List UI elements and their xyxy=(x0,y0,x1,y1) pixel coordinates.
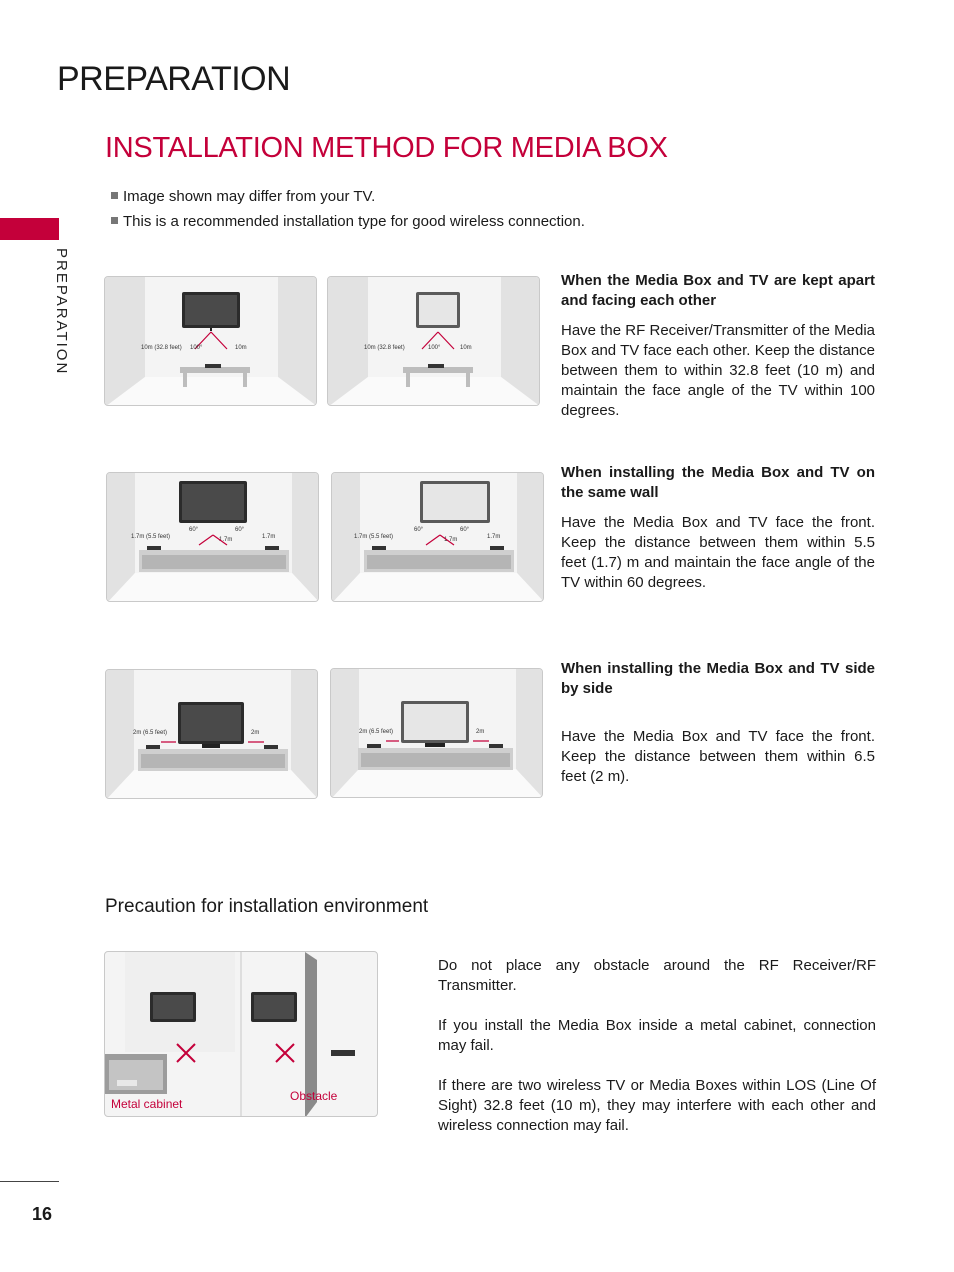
page-header-title: PREPARATION xyxy=(57,60,291,98)
svg-text:1.7m (5.5 feet): 1.7m (5.5 feet) xyxy=(131,534,171,540)
illustration-same-wall-angled xyxy=(331,472,544,602)
media-box-icon xyxy=(146,745,160,749)
illustration-side-by-side-front xyxy=(105,669,318,799)
method-heading: When installing the Media Box and TV on the same wall xyxy=(561,464,875,501)
illustration-side-by-side-angled xyxy=(330,668,543,798)
precaution-paragraph: If you install the Media Box inside a metal cabinet, connection may fail. xyxy=(438,1017,876,1054)
svg-text:10m: 10m xyxy=(235,345,247,351)
svg-text:1.7m: 1.7m xyxy=(487,534,501,540)
square-bullet-icon xyxy=(111,217,118,224)
svg-text:2m (6.5 feet): 2m (6.5 feet) xyxy=(359,729,394,735)
media-box-icon xyxy=(331,1050,355,1056)
method-body: Have the Media Box and TV face the front. Keep the distance between them within 6.5 feet (2 m). xyxy=(561,728,875,785)
precaution-text xyxy=(438,956,876,1156)
svg-text:100°: 100° xyxy=(190,345,203,351)
illustration-facing-tv-angled xyxy=(327,276,540,406)
note-item: This is a recommended installation type for good wireless connection. xyxy=(111,209,585,234)
method-heading: When the Media Box and TV are kept apart and facing each other xyxy=(561,272,875,309)
side-tab-marker xyxy=(0,218,59,240)
media-box-icon xyxy=(367,744,381,748)
page-number: 16 xyxy=(32,1204,53,1224)
method-body: Have the Media Box and TV face the front. Keep the distance between them within 5.5 feet (1.7) m and maintain the face angle of the TV within 60 degrees. xyxy=(561,514,875,591)
media-box-icon xyxy=(372,546,386,550)
cross-icon xyxy=(276,1044,294,1062)
svg-text:60°: 60° xyxy=(414,527,424,533)
obstacle-label: Obstacle xyxy=(290,1089,338,1103)
illustration-same-wall-front xyxy=(106,472,319,602)
precaution-paragraph: Do not place any obstacle around the RF Receiver/RF Transmitter. xyxy=(438,957,876,994)
media-box-icon xyxy=(205,364,221,368)
svg-text:1.7m (5.5 feet): 1.7m (5.5 feet) xyxy=(354,534,394,540)
section-title: INSTALLATION METHOD FOR MEDIA BOX xyxy=(105,132,668,164)
side-section-label: PREPARATION xyxy=(53,248,70,376)
svg-text:10m (32.8 feet): 10m (32.8 feet) xyxy=(364,345,405,351)
svg-text:1.7m: 1.7m xyxy=(444,537,458,543)
note-item: Image shown may differ from your TV. xyxy=(111,184,585,209)
media-box-icon xyxy=(147,546,161,550)
metal-cabinet-label: Metal cabinet xyxy=(111,1097,183,1111)
precaution-illustration xyxy=(104,951,378,1117)
svg-text:10m (32.8 feet): 10m (32.8 feet) xyxy=(141,345,182,351)
svg-text:2m: 2m xyxy=(476,729,485,735)
svg-text:10m: 10m xyxy=(460,345,472,351)
svg-text:60°: 60° xyxy=(189,527,199,533)
svg-text:2m: 2m xyxy=(251,730,260,736)
method-side-by-side-description xyxy=(561,659,875,787)
illustration-facing-tv-front xyxy=(104,276,317,406)
square-bullet-icon xyxy=(111,192,118,199)
method-facing-description xyxy=(561,271,875,421)
notes-list xyxy=(111,184,585,234)
svg-text:1.7m: 1.7m xyxy=(262,534,276,540)
method-same-wall-description xyxy=(561,463,875,593)
svg-text:60°: 60° xyxy=(460,527,470,533)
footer-rule xyxy=(0,1181,59,1182)
precaution-paragraph: If there are two wireless TV or Media Boxes within LOS (Line Of Sight) 32.8 feet (10 m), they may interfere with each other and wireless connection may fail. xyxy=(438,1077,876,1134)
media-box-icon xyxy=(428,364,444,368)
svg-text:60°: 60° xyxy=(235,527,245,533)
svg-text:1.7m: 1.7m xyxy=(219,537,233,543)
svg-text:100°: 100° xyxy=(428,345,441,351)
svg-text:2m (6.5 feet): 2m (6.5 feet) xyxy=(133,730,168,736)
method-body: Have the RF Receiver/Transmitter of the Media Box and TV face each other. Keep the distance between them to within 32.8 feet (10 m) and maintain the face angle of the TV within 100 degrees. xyxy=(561,322,875,419)
method-heading: When installing the Media Box and TV side by side xyxy=(561,660,875,697)
precaution-heading: Precaution for installation environment xyxy=(105,896,429,917)
